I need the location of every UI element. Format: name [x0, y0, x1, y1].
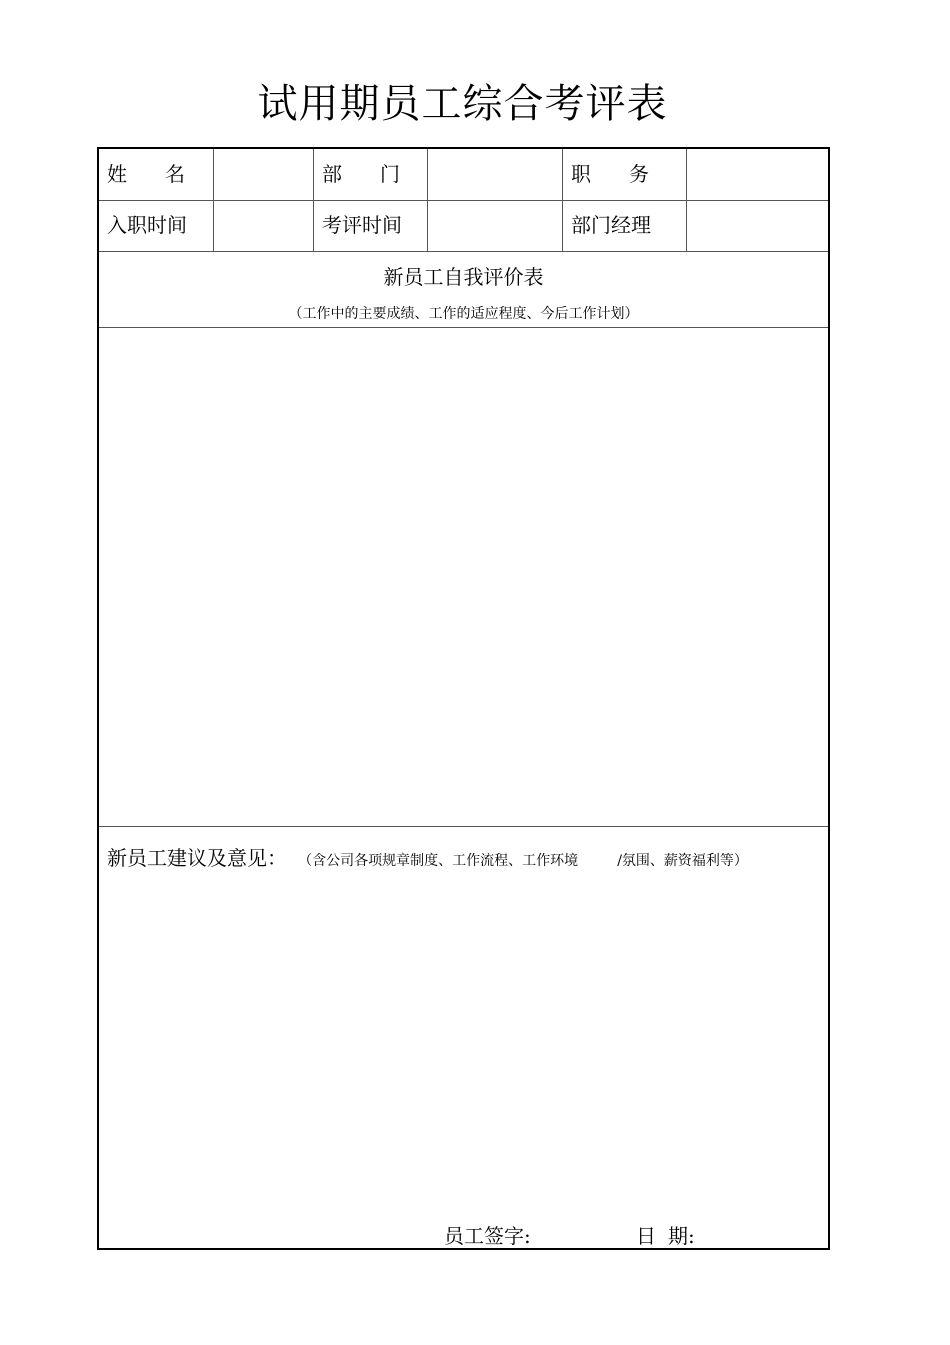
- position-field[interactable]: [686, 149, 828, 200]
- manager-label: 部门经理: [562, 200, 686, 251]
- info-row-1: [99, 149, 828, 201]
- suggestions-area[interactable]: [99, 826, 828, 1248]
- signature-label: 员工签字:: [444, 1224, 531, 1248]
- suggestions-hint-a: （含公司各项规章制度、工作流程、工作环境: [298, 853, 579, 869]
- page-title: 试用期员工综合考评表: [257, 81, 668, 127]
- evaluation-form: [97, 147, 830, 1250]
- department-field[interactable]: [427, 149, 562, 200]
- hire-date-field[interactable]: [213, 200, 313, 251]
- self-eval-title: 新员工自我评价表: [383, 265, 544, 289]
- self-eval-subtitle: （工作中的主要成绩、工作的适应程度、今后工作计划）: [288, 306, 639, 322]
- hire-date-label: 入职时间: [107, 213, 187, 237]
- info-row-2: [99, 200, 828, 252]
- suggestions-hint-b: /氛围、薪资福利等）: [617, 853, 748, 869]
- suggestions-title: 新员工建议及意见：: [107, 846, 287, 870]
- department-label: 部 门: [313, 149, 427, 200]
- suggestions-heading: [107, 842, 748, 871]
- review-date-label: 考评时间: [313, 200, 427, 251]
- name-label: 姓 名: [107, 162, 185, 186]
- self-eval-area[interactable]: [99, 327, 828, 827]
- date-label: 日 期:: [636, 1224, 695, 1248]
- position-label: 职 务: [562, 149, 686, 200]
- review-date-field[interactable]: [427, 200, 562, 251]
- self-eval-header: [99, 251, 828, 328]
- name-field[interactable]: [213, 149, 313, 200]
- manager-field[interactable]: [686, 200, 828, 251]
